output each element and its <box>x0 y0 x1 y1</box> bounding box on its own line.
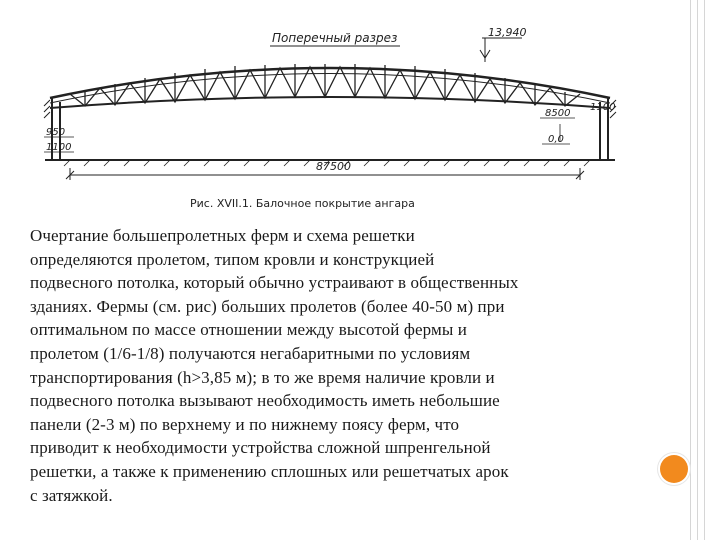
truss-svg <box>30 10 620 225</box>
dim-00-label: 0,0 <box>548 134 564 145</box>
span-label: 87500 <box>316 160 351 173</box>
bottom-chord <box>50 97 610 108</box>
truss-drawing <box>30 10 620 225</box>
dim-1100-left-label: 1100 <box>46 142 72 153</box>
top-chord <box>50 68 610 98</box>
section-label: Поперечный разрез <box>272 31 398 45</box>
body-paragraph: Очертание большепролетных ферм и схема решетки определяются пролетом, типом кровли и конструкцией подвесного потолка, который обычно устраивают в общественных зданиях. Фермы (см. рис) больших пролетов (более 40-50 м) при оптимальном по массе отношении между высотой фермы и пролетом (1/6-1/8) получаются негабаритными по условиям транспортирования (h>3,85 м); в то же время наличие кровли и подвесного потолка вызывают необходимость иметь небольшие панели (2-3 м) по верхнему и по нижнему поясу ферм, что приводит к необходимости устройства сложной шпренгельной решетки, а также к применению сплошных или решетчатых арок с затяжкой. <box>30 226 519 505</box>
accent-circle <box>660 455 688 483</box>
dim-8500-label: 8500 <box>545 108 571 119</box>
columns <box>52 98 608 160</box>
dim-1100-right-label: 1100 <box>590 102 616 113</box>
figure-caption: Рис. XVII.1. Балочное покрытие ангара <box>190 197 415 210</box>
elevation-top-label: 13,940 <box>488 26 527 39</box>
dim-950-label: 950 <box>46 127 66 138</box>
